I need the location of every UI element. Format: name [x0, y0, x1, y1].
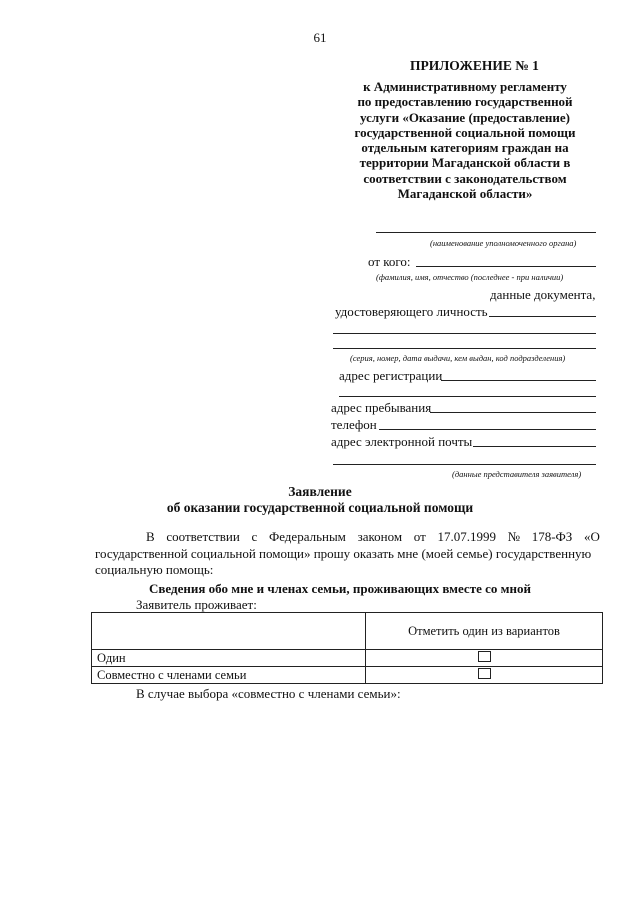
identity-line[interactable] — [489, 316, 596, 317]
identity-label: удостоверяющего личность — [335, 304, 488, 319]
from-whom-line[interactable] — [416, 266, 596, 267]
regulation-header — [330, 79, 600, 201]
body-line-1: В соответствии с Федеральным законом от 17.07.1999 № 178-ФЗ «О — [146, 529, 600, 544]
header-line: территории Магаданской области в — [359, 155, 571, 171]
option-cell — [366, 650, 603, 667]
phone-line[interactable] — [379, 429, 596, 430]
doc-data-label: данные документа, — [490, 287, 596, 302]
stay-address-line[interactable] — [430, 412, 596, 413]
statement-title: Заявление — [288, 484, 352, 499]
header-line: к Административному регламенту — [363, 79, 567, 94]
organ-name-hint: (наименование уполномоченного органа) — [430, 238, 577, 248]
page-number: 61 — [313, 30, 327, 45]
fio-hint: (фамилия, имя, отчество (последнее - при наличии) — [376, 272, 564, 282]
option-label: Совместно с членами семьи — [92, 667, 366, 684]
table-row — [92, 667, 603, 684]
doc-line-3[interactable] — [333, 348, 596, 349]
statement-subtitle: об оказании государственной социальной помощи — [166, 500, 474, 515]
header-line: отдельным категориям граждан на — [361, 140, 569, 156]
stay-address-label: адрес пребывания — [331, 400, 432, 415]
table-header-empty — [92, 613, 366, 650]
representative-line[interactable] — [333, 464, 596, 465]
header-line: государственной социальной помощи — [354, 124, 576, 140]
reg-address-line[interactable] — [441, 380, 596, 381]
living-options-table — [91, 612, 603, 684]
reg-address-label: адрес регистрации — [339, 368, 443, 383]
option-label: Один — [92, 650, 366, 667]
header-line: услуги «Оказание (предоставление) — [360, 109, 570, 125]
email-line[interactable] — [473, 446, 596, 447]
header-line: Магаданской области» — [397, 186, 533, 202]
phone-label: телефон — [331, 417, 377, 432]
from-whom-label: от кого: — [368, 254, 411, 269]
table-header-cell: Отметить один из вариантов — [366, 613, 603, 650]
table-header-row — [92, 613, 603, 650]
organ-name-line[interactable] — [376, 232, 596, 233]
appendix-title: ПРИЛОЖЕНИЕ № 1 — [410, 58, 539, 73]
applicant-lives-label: Заявитель проживает: — [136, 597, 257, 612]
header-line: соответствии с законодательством — [363, 170, 567, 186]
body-line-3: социальную помощь: — [95, 562, 214, 577]
doc-hint: (серия, номер, дата выдачи, кем выдан, код подразделения) — [350, 353, 566, 363]
header-line: по предоставлению государственной — [357, 94, 573, 110]
doc-line-2[interactable] — [333, 333, 596, 334]
reg-address-line-2[interactable] — [339, 396, 596, 397]
table-row — [92, 650, 603, 667]
section-title: Сведения обо мне и членах семьи, проживающих вместе со мной — [149, 581, 531, 596]
option-alone-checkbox[interactable] — [478, 651, 491, 662]
option-cell — [366, 667, 603, 684]
family-choice-text: В случае выбора «совместно с членами семьи»: — [136, 686, 401, 701]
email-label: адрес электронной почты — [331, 434, 473, 449]
option-with-family-checkbox[interactable] — [478, 668, 491, 679]
representative-hint: (данные представителя заявителя) — [452, 469, 582, 479]
body-line-2: государственной социальной помощи» прошу оказать мне (моей семье) государственную — [95, 546, 592, 561]
